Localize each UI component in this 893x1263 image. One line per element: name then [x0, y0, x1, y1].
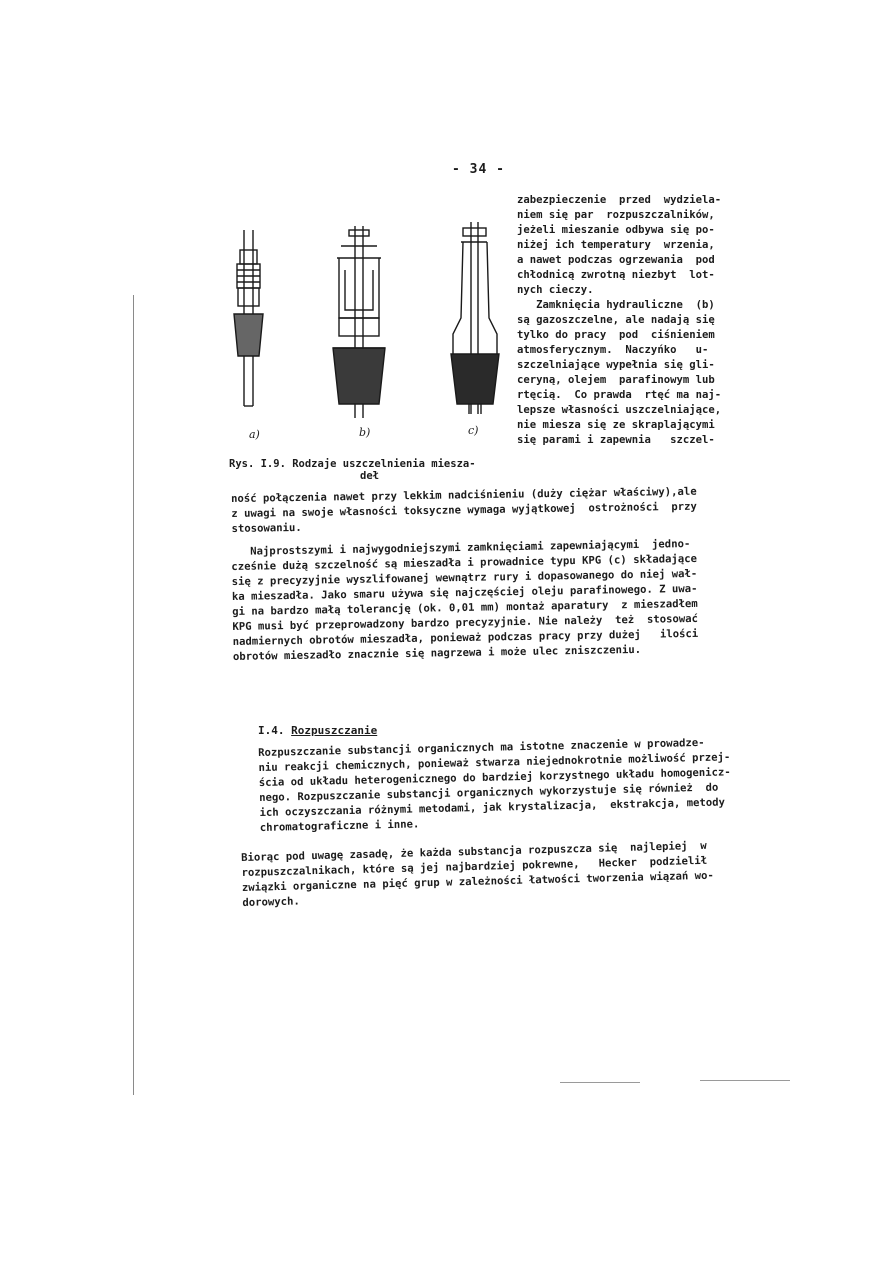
seal-drawing-a [234, 230, 263, 406]
section-number: I.4. [258, 724, 285, 737]
section-heading [258, 724, 377, 737]
seal-drawing-c [451, 222, 499, 414]
figure-label-b: b) [359, 426, 371, 439]
page-number: - 34 - [452, 162, 505, 177]
figure-caption: Rys. I.9. Rodzaje uszczelnienia miesza- [229, 458, 476, 470]
figure-label-a: a) [249, 428, 260, 441]
seal-drawings [225, 218, 515, 478]
figure-label-c: c) [468, 424, 479, 437]
paragraph-kpg: Najprostszymi i najwygodniejszymi zamknięciami zapewniającymi jedno- cześnie dużą szczelność są mieszadła i prowadnice typu KPG (c) składające się z precyzyjnie wyszlifowanej wewnątrz rury i dopasowanego do niej wał- ka mieszadła. Jako smaru używa się najczęściej oleju parafinowego. Z uwa- gi na bardzo małą tolerancję (ok. 0,01 mm) montaż aparatury z mieszadłem KPG musi być przeprowadzony bardzo precyzyjnie. Nie należy też stosować nadmiernych obrotów mieszadła, ponieważ podczas pracy przy dużej ilości obrotów mieszadło znacznie się nagrzewa i może ulec zniszczeniu. [231, 537, 699, 663]
bottom-rule-left [560, 1082, 640, 1083]
stirrer-seal-figure [225, 218, 515, 478]
right-column-paragraph: zabezpieczenie przed wydziela- niem się par rozpuszczalników, jeżeli mieszanie odbywa się po- niżej ich temperatury wrzenia, a nawet podczas ogrzewania pod chłodnicą zwrotną niezbyt lot- nych cieczy. Zamknięcia hydrauliczne (b) są gazoszczelne, ale nadają się tylko do pracy pod ciśnieniem atmosferycznym. Naczyńko u- szczelniające wypełnia się gli- ceryną, olejem parafinowym lub rtęcią. Co prawda rtęć ma naj- lepsze własności uszczelniające, nie miesza się ze skraplającymi się parami i zapewnia szczel- [517, 194, 722, 446]
seal-drawing-b [333, 226, 385, 418]
bottom-rule-right [700, 1080, 790, 1081]
paragraph-continuation: ność połączenia nawet przy lekkim nadciśnieniu (duży ciężar właściwy),ale z uwagi na swoje własności toksyczne wymaga wyjątkowej ostrożności przy stosowaniu. [231, 485, 697, 535]
section-title: Rozpuszczanie [291, 724, 378, 737]
paragraph-hecker: Biorąc pod uwagę zasadę, że każda substancja rozpuszcza się najlepiej w rozpuszczalnikach, które są jej najbardziej pokrewne, Hecker podzielił związki organiczne na pięć grup w zależności łatwości tworzenia wiązań wo- dorowych. [241, 839, 714, 909]
figure-caption-continued: deł [360, 470, 379, 482]
left-margin-line [133, 295, 134, 1095]
paragraph-rozpuszczanie: Rozpuszczanie substancji organicznych ma istotne znaczenie w prowadze- niu reakcji chemicznych, ponieważ stwarza niejednokrotnie możliwość przej- ścia od układu heterogenicznego do bardziej korzystnego układu homogenicz- nego. Rozpuszczanie substancji organicznych wykorzystuje się również do ich oczyszczania różnymi metodami, jak krystalizacja, ekstrakcja, metody chromatograficzne i inne. [258, 736, 731, 834]
